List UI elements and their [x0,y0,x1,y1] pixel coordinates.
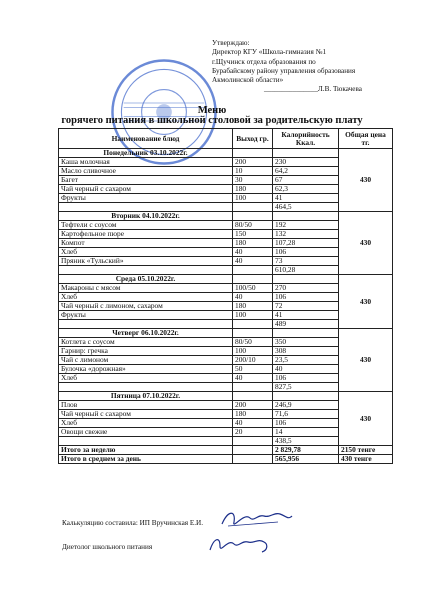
empty-cell [233,149,273,158]
dish-portion: 100 [233,347,273,356]
dish-name: Тефтели с соусом [59,221,233,230]
day-name: Четверг 06.10.2022г. [59,329,233,338]
dish-calories: 192 [273,221,339,230]
day-price: 430 [339,392,393,446]
dish-portion: 100 [233,194,273,203]
day-name: Среда 05.10.2022г. [59,275,233,284]
dish-name: Картофельное пюре [59,230,233,239]
day-header-row [59,149,393,158]
dish-calories: 23,5 [273,356,339,365]
day-header-row [59,275,393,284]
total-label: Итого за неделю [59,446,233,455]
header-portion: Выход гр. [233,129,273,149]
dish-portion: 100/50 [233,284,273,293]
empty-cell [59,437,233,446]
day-total-calories: 827,5 [273,383,339,392]
day-total-calories: 438,5 [273,437,339,446]
day-total-calories: 464,5 [273,203,339,212]
dish-portion: 180 [233,410,273,419]
dish-calories: 14 [273,428,339,437]
dish-portion: 10 [233,167,273,176]
dish-portion: 180 [233,239,273,248]
dish-calories: 62,3 [273,185,339,194]
day-header-row [59,329,393,338]
dish-calories: 106 [273,419,339,428]
dish-calories: 246,9 [273,401,339,410]
menu-subtitle: горячего питания в школьной столовой за родительскую плату [61,115,363,126]
dish-calories: 308 [273,347,339,356]
empty-cell [59,383,233,392]
dish-portion: 80/50 [233,338,273,347]
menu-table [58,128,393,464]
signature-calculator [218,508,294,532]
day-price: 430 [339,149,393,212]
total-calories: 565,956 [273,455,339,464]
dish-calories: 230 [273,158,339,167]
total-price: 2150 тенге [339,446,393,455]
dish-portion: 40 [233,374,273,383]
empty-cell [233,446,273,455]
dish-name: Чай черный с сахаром [59,185,233,194]
dish-calories: 40 [273,365,339,374]
empty-cell [233,392,273,401]
empty-cell [59,320,233,329]
dish-calories: 67 [273,176,339,185]
dish-calories: 270 [273,284,339,293]
dish-calories: 41 [273,194,339,203]
dish-name: Масло сливочное [59,167,233,176]
header-price: Общая цена тг. [339,129,393,149]
dish-name: Багет [59,176,233,185]
average-total-row [59,455,393,464]
day-total-calories: 610,28 [273,266,339,275]
day-name: Понедельник 03.10.2022г. [59,149,233,158]
dish-portion: 40 [233,293,273,302]
dish-portion: 80/50 [233,221,273,230]
dish-portion: 180 [233,185,273,194]
empty-cell [233,329,273,338]
day-header-row [59,212,393,221]
total-label: Итого в среднем за день [59,455,233,464]
approval-line: Акмолинской области» [212,76,284,85]
empty-cell [233,320,273,329]
dish-calories: 132 [273,230,339,239]
dish-calories: 107,28 [273,239,339,248]
approval-line: г.Щучинск отдела образования по [212,57,316,66]
empty-cell [233,455,273,464]
dish-portion: 50 [233,365,273,374]
header-dish: Наименование блюд [59,129,233,149]
dish-calories: 64,2 [273,167,339,176]
dish-name: Чай черный с лимоном, сахаром [59,302,233,311]
dish-name: Макароны с мясом [59,284,233,293]
dish-calories: 73 [273,257,339,266]
empty-cell [273,275,339,284]
dish-name: Хлеб [59,374,233,383]
approval-signature-line: _______________Л.В. Тюкачева [264,85,362,94]
approval-line: Бурабайскому району управления образования [212,66,356,75]
dish-calories: 106 [273,293,339,302]
empty-cell [273,212,339,221]
empty-cell [233,203,273,212]
dish-name: Хлеб [59,248,233,257]
dish-name: Чай с лимоном [59,356,233,365]
empty-cell [59,266,233,275]
empty-cell [233,266,273,275]
day-header-row [59,392,393,401]
dish-portion: 40 [233,419,273,428]
dish-calories: 350 [273,338,339,347]
empty-cell [233,212,273,221]
dish-name: Гарнир: гречка [59,347,233,356]
day-name: Вторник 04.10.2022г. [59,212,233,221]
empty-cell [273,149,339,158]
dish-portion: 40 [233,257,273,266]
dish-calories: 71,6 [273,410,339,419]
day-price: 430 [339,275,393,329]
dish-name: Фрукты [59,311,233,320]
dish-portion: 180 [233,302,273,311]
dish-calories: 106 [273,374,339,383]
empty-cell [233,383,273,392]
dish-name: Каша молочная [59,158,233,167]
dish-portion: 100 [233,311,273,320]
footer-dietician: Диетолог школьного питания [62,543,153,551]
dish-name: Котлета с соусом [59,338,233,347]
dish-portion: 30 [233,176,273,185]
dish-name: Плов [59,401,233,410]
approval-block [212,39,417,95]
dish-portion: 200 [233,158,273,167]
approval-line: Утверждаю: [212,39,250,47]
dish-name: Пряник «Тульский» [59,257,233,266]
empty-cell [273,392,339,401]
footer-calculation: Калькуляцию составила: ИП Вручинская Е.И. [62,519,204,527]
menu-title: Меню [197,105,227,116]
total-calories: 2 829,78 [273,446,339,455]
empty-cell [59,203,233,212]
day-total-calories: 489 [273,320,339,329]
dish-name: Хлеб [59,419,233,428]
dish-portion: 40 [233,248,273,257]
dish-name: Булочка «дорожная» [59,365,233,374]
day-name: Пятница 07.10.2022г. [59,392,233,401]
empty-cell [233,437,273,446]
dish-name: Овощи свежие [59,428,233,437]
empty-cell [233,275,273,284]
dish-portion: 150 [233,230,273,239]
dish-name: Компот [59,239,233,248]
dish-portion: 20 [233,428,273,437]
table-header-row [59,129,393,149]
dish-calories: 106 [273,248,339,257]
dish-portion: 200/10 [233,356,273,365]
dish-calories: 72 [273,302,339,311]
header-calories: Калорийность Ккал. [273,129,339,149]
empty-cell [273,329,339,338]
approval-line: Директор КГУ «Школа-гимназия №1 [212,48,327,57]
signature-dietician [206,532,272,556]
dish-name: Фрукты [59,194,233,203]
total-price: 430 тенге [339,455,393,464]
dish-name: Чай черный с сахаром [59,410,233,419]
day-price: 430 [339,329,393,392]
dish-name: Хлеб [59,293,233,302]
week-total-row [59,446,393,455]
dish-calories: 41 [273,311,339,320]
dish-portion: 200 [233,401,273,410]
day-price: 430 [339,212,393,275]
